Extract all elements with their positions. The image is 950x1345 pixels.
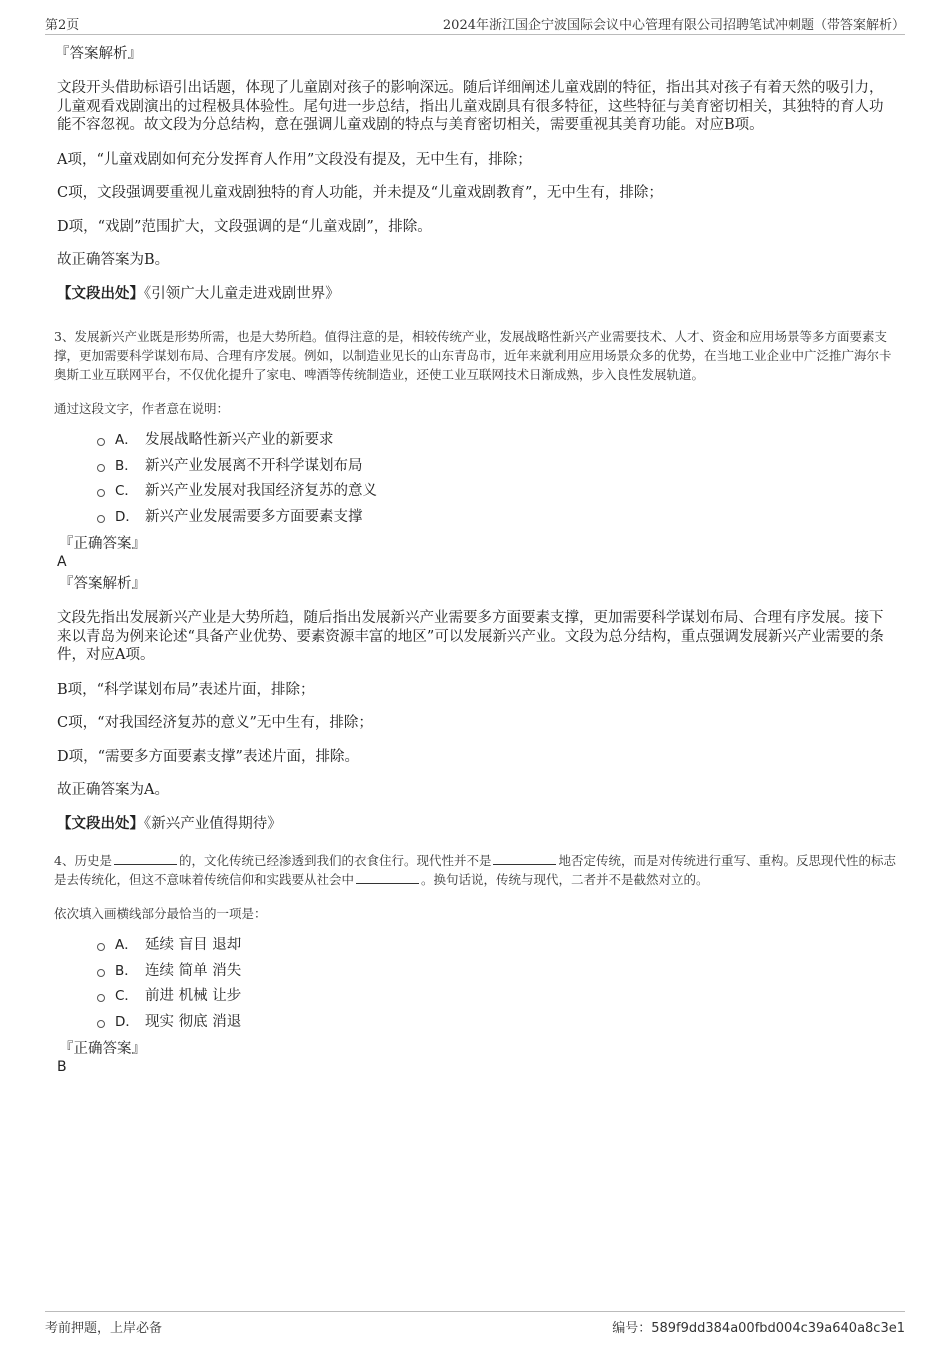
radio-icon[interactable] bbox=[97, 464, 105, 472]
q4-stem-part-3: 地否定传统，而是对传统进行重写、重构。反思现代性的标志是去传统化，但这不意味着传统信仰和实践要从社会中 bbox=[54, 853, 896, 887]
q4-answer: B bbox=[57, 1059, 67, 1075]
q3-option-c[interactable] bbox=[97, 479, 897, 505]
option-text: 发展战略性新兴产业的新要求 bbox=[145, 432, 334, 448]
q3-answer-label: 『正确答案』 bbox=[59, 536, 146, 552]
q3-prompt: 通过这段文字，作者意在说明： bbox=[54, 401, 230, 416]
radio-icon[interactable] bbox=[97, 943, 105, 951]
option-text: 延续 盲目 退却 bbox=[145, 937, 242, 953]
fill-blank-1 bbox=[114, 852, 177, 865]
q3-source-title: 《新兴产业值得期待》 bbox=[144, 815, 282, 832]
q3-conclusion: 故正确答案为A。 bbox=[57, 782, 169, 798]
option-text: 前进 机械 让步 bbox=[145, 988, 242, 1004]
document-title: 2024年浙江国企宁波国际会议中心管理有限公司招聘笔试冲刺题（带答案解析） bbox=[442, 18, 905, 33]
q2-exclusion-d: D项，“戏剧”范围扩大，文段强调的是“儿童戏剧”，排除。 bbox=[57, 218, 432, 235]
option-letter: A． bbox=[115, 937, 138, 953]
footer-code-label: 编号： bbox=[612, 1321, 652, 1336]
option-letter: D． bbox=[115, 1013, 139, 1030]
q2-source bbox=[57, 285, 897, 304]
fill-blank-2 bbox=[493, 852, 556, 865]
q4-option-d[interactable] bbox=[97, 1010, 897, 1036]
q3-option-b[interactable] bbox=[97, 454, 897, 480]
option-text: 连续 简单 消失 bbox=[145, 962, 242, 979]
q2-exclusion-c: C项，文段强调要重视儿童戏剧独特的育人功能，并未提及“儿童戏剧教育”，无中生有，排除； bbox=[57, 185, 663, 201]
q2-source-title: 《引领广大儿童走进戏剧世界》 bbox=[144, 285, 340, 302]
question-3 bbox=[54, 327, 897, 833]
radio-icon[interactable] bbox=[97, 994, 105, 1002]
option-text: 新兴产业发展离不开科学谋划布局 bbox=[145, 457, 363, 474]
option-letter: D． bbox=[115, 508, 139, 525]
q3-exclusion-c: C项，“对我国经济复苏的意义”无中生有，排除； bbox=[57, 715, 373, 731]
page-content bbox=[54, 44, 897, 1075]
q3-stem: 3、发展新兴产业既是形势所需，也是大势所趋。值得注意的是，相较传统产业，发展战略性新兴产业需要技术、人才、资金和应用场景等多方面要素支撑，更加需要科学谋划布局、合理有序发展。例如，以制造业见长的山东青岛市，近年来就利用应用场景众多的优势，在当地工业企业中广泛推广海尔卡奥斯工业互联网平台，不仅优化提升了家电、啤酒等传统制造业，还使工业互联网技术日渐成熟，步入良性发展轨道。 bbox=[54, 329, 892, 382]
footer-code-value: 589f9dd384a00fbd004c39a640a8c3e1 bbox=[651, 1321, 905, 1336]
option-letter: C． bbox=[115, 483, 138, 499]
option-text: 新兴产业发展需要多方面要素支撑 bbox=[145, 508, 363, 525]
option-letter: C． bbox=[115, 988, 138, 1004]
option-letter: A． bbox=[115, 432, 138, 448]
q4-stem bbox=[54, 851, 897, 889]
q4-stem-part-2: 的，文化传统已经渗透到我们的衣食住行。现代性并不是 bbox=[178, 853, 492, 868]
radio-icon[interactable] bbox=[97, 1020, 105, 1028]
page-number: 第2页 bbox=[45, 18, 80, 33]
radio-icon[interactable] bbox=[97, 969, 105, 977]
q2-analysis-label: 『答案解析』 bbox=[55, 46, 142, 62]
q3-analysis-label: 『答案解析』 bbox=[59, 576, 146, 592]
q4-stem-part-4: 。换句话说，传统与现代，二者并不是截然对立的。 bbox=[421, 872, 709, 887]
q2-source-label: 【文段出处】 bbox=[57, 284, 144, 302]
q3-source bbox=[57, 815, 897, 834]
q4-option-b[interactable] bbox=[97, 959, 897, 985]
q3-exclusion-b: B项，“科学谋划布局”表述片面，排除； bbox=[57, 681, 315, 698]
option-text: 现实 彻底 消退 bbox=[145, 1013, 242, 1030]
fill-blank-3 bbox=[356, 871, 419, 884]
q3-option-d[interactable] bbox=[97, 505, 897, 531]
q4-answer-label: 『正确答案』 bbox=[59, 1041, 146, 1057]
q4-stem-part-1: 4、历史是 bbox=[54, 853, 112, 868]
q4-option-c[interactable] bbox=[97, 984, 897, 1010]
q2-conclusion: 故正确答案为B。 bbox=[57, 252, 170, 268]
q4-options bbox=[57, 933, 897, 1035]
q4-prompt: 依次填入画横线部分最恰当的一项是： bbox=[54, 906, 267, 921]
page-header bbox=[45, 14, 905, 35]
q3-answer: A bbox=[57, 554, 67, 570]
radio-icon[interactable] bbox=[97, 515, 105, 523]
question-4 bbox=[54, 851, 897, 1075]
q2-analysis-text: 文段开头借助标语引出话题，体现了儿童剧对孩子的影响深远。随后详细阐述儿童戏剧的特征，指出其对孩子有着天然的吸引力，儿童观看戏剧演出的过程极具体验性。尾句进一步总结，指出儿童戏剧具有很多特征，这些特征与美育密切相关，其独特的育人功能不容忽视。故文段为分总结构，意在强调儿童戏剧的特点与美育密切相关，需要重视其美育功能。对应B项。 bbox=[57, 80, 884, 133]
q4-option-a[interactable] bbox=[97, 933, 897, 959]
option-letter: B． bbox=[115, 457, 138, 474]
option-text: 新兴产业发展对我国经济复苏的意义 bbox=[145, 483, 377, 499]
footer-slogan: 考前押题，上岸必备 bbox=[45, 1321, 163, 1336]
q3-analysis-text: 文段先指出发展新兴产业是大势所趋，随后指出发展新兴产业需要多方面要素支撑，更加需要科学谋划布局、合理有序发展。接下来以青岛为例来论述“具备产业优势、要素资源丰富的地区”可以发展新兴产业。文段为总分结构，重点强调发展新兴产业需要的条件，对应A项。 bbox=[57, 610, 884, 663]
page-footer bbox=[45, 1311, 905, 1336]
q3-options bbox=[57, 428, 897, 530]
q2-analysis-section bbox=[57, 44, 897, 303]
q2-exclusion-a: A项，“儿童戏剧如何充分发挥育人作用”文段没有提及，无中生有，排除； bbox=[57, 151, 532, 168]
option-letter: B． bbox=[115, 962, 138, 979]
q3-source-label: 【文段出处】 bbox=[57, 814, 144, 832]
footer-code bbox=[612, 1317, 905, 1336]
q3-exclusion-d: D项，“需要多方面要素支撑”表述片面，排除。 bbox=[57, 748, 359, 765]
radio-icon[interactable] bbox=[97, 438, 105, 446]
radio-icon[interactable] bbox=[97, 489, 105, 497]
q3-option-a[interactable] bbox=[97, 428, 897, 454]
